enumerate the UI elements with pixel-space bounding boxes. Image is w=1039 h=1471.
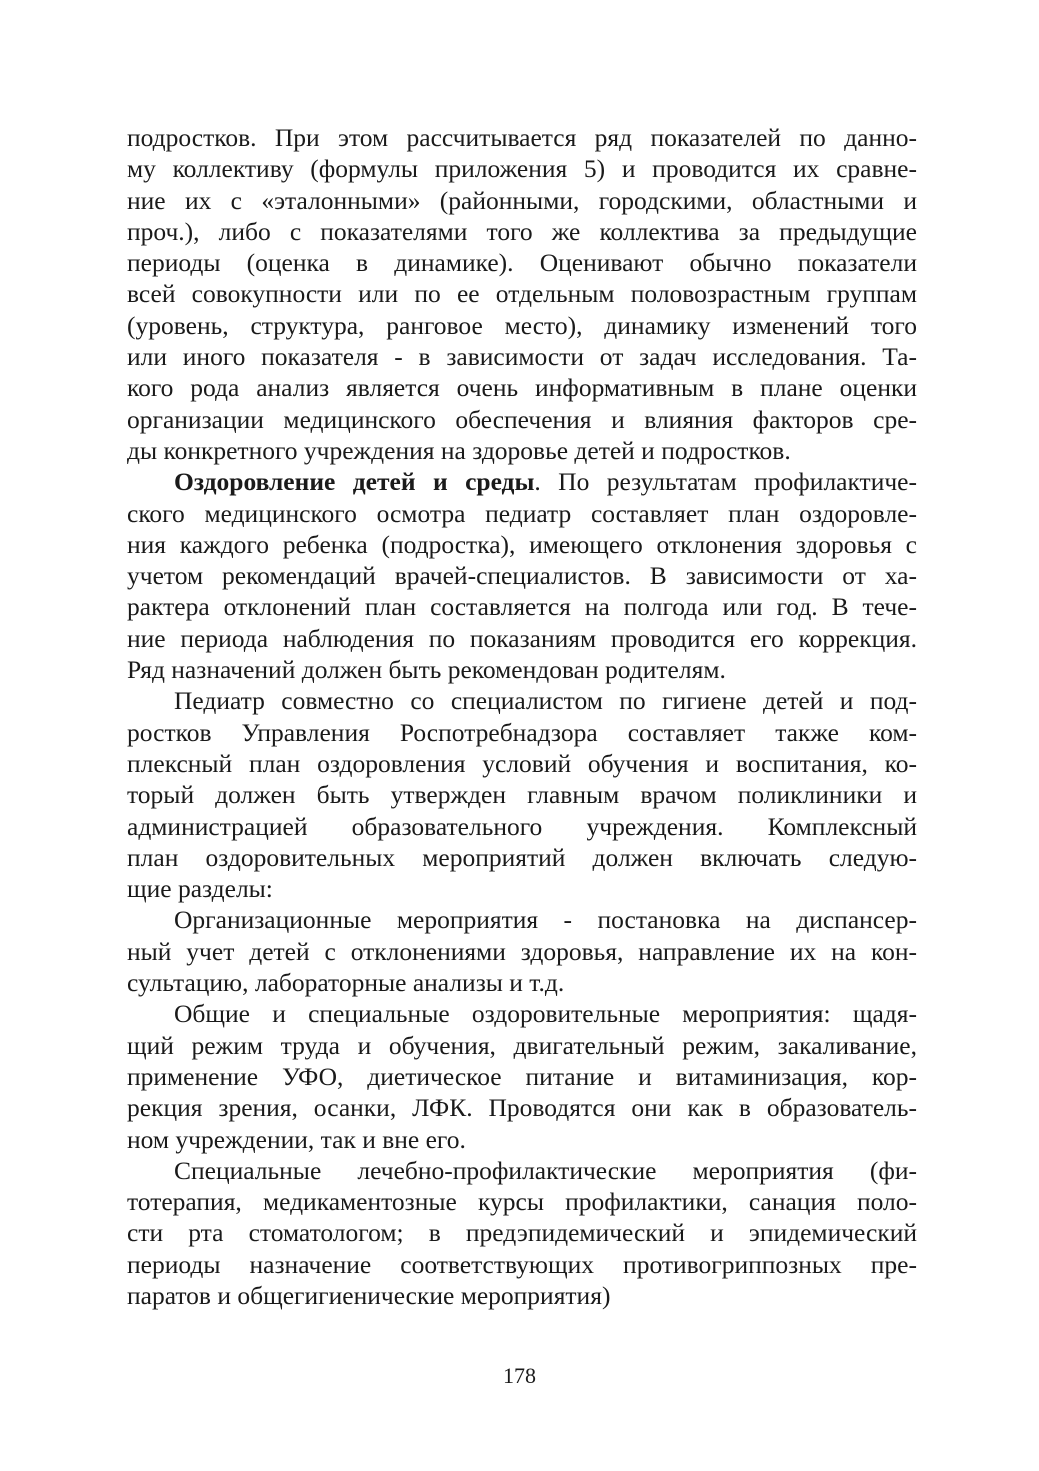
text-line: (уровень, структура, ранговое место), динамику изменений того — [127, 310, 917, 340]
text-line: проч.), либо с показателями того же коллектива за предыдущие — [127, 216, 917, 246]
text-line: применение УФО, диетическое питание и витаминизация, кор- — [127, 1061, 917, 1091]
text-fragment: . По результатам профилактиче- — [534, 467, 917, 497]
text-line: администрацией образовательного учреждения. Комплексный — [127, 811, 917, 841]
paragraph — [127, 998, 917, 1154]
paragraph — [127, 466, 917, 685]
text-line: ние их с «эталонными» (районными, городскими, областными и — [127, 185, 917, 215]
text-line: тотерапия, медикаментозные курсы профилактики, санация поло- — [127, 1187, 917, 1217]
text-line: или иного показателя - в зависимости от задач исследования. Та- — [127, 342, 917, 372]
text-line: рекция зрения, осанки, ЛФК. Проводятся они как в образователь- — [127, 1093, 917, 1123]
text-line: учетом рекомендаций врачей-специалистов. В зависимости от ха- — [127, 561, 917, 591]
text-line — [127, 466, 917, 497]
text-line: ния каждого ребенка (подростка), имеющего отклонения здоровья с — [127, 529, 917, 559]
text-line: организации медицинского обеспечения и влияния факторов сре- — [127, 404, 917, 434]
paragraph — [127, 904, 917, 998]
text-line: кого рода анализ является очень информативным в плане оценки — [127, 373, 917, 403]
paragraph — [127, 685, 917, 904]
text-line: щие разделы: — [127, 874, 273, 904]
text-line: ростков Управления Роспотребнадзора составляет также ком- — [127, 717, 917, 747]
text-line: всей совокупности или по ее отдельным половозрастным группам — [127, 279, 917, 309]
text-line: Организационные мероприятия - постановка на диспансер- — [174, 905, 917, 935]
body-text — [127, 122, 917, 1311]
page-number: 178 — [503, 1363, 536, 1388]
paragraph — [127, 122, 917, 466]
text-line: периоды назначение соответствующих противогриппозных пре- — [127, 1249, 917, 1279]
text-line: подростков. При этом рассчитывается ряд показателей по данно- — [127, 123, 917, 152]
text-line: рактера отклонений план составляется на полгода или год. В тече- — [127, 592, 917, 622]
text-line: ского медицинского осмотра педиатр составляет план оздоровле- — [127, 498, 917, 528]
text-line: Педиатр совместно со специалистом по гигиене детей и под- — [174, 686, 917, 716]
text-line: паратов и общегигиенические мероприятия) — [127, 1280, 611, 1310]
text-line: Ряд назначений должен быть рекомендован родителям. — [127, 655, 726, 685]
text-line: периоды (оценка в динамике). Оценивают обычно показатели — [127, 248, 917, 278]
paragraph — [127, 1155, 917, 1311]
text-line: плексный план оздоровления условий обучения и воспитания, ко- — [127, 748, 917, 778]
text-line: му коллективу (формулы приложения 5) и проводится их сравне- — [127, 154, 917, 184]
section-heading: Оздоровление детей и среды — [174, 467, 535, 497]
text-line: план оздоровительных мероприятий должен включать следую- — [127, 842, 917, 872]
text-line: ном учреждении, так и вне его. — [127, 1124, 466, 1154]
text-line: сультацию, лабораторные анализы и т.д. — [127, 968, 565, 998]
text-line: Общие и специальные оздоровительные мероприятия: щадя- — [174, 999, 917, 1029]
text-line: Специальные лечебно-профилактические мероприятия (фи- — [174, 1155, 917, 1185]
text-line: торый должен быть утвержден главным врачом поликлиники и — [127, 780, 917, 810]
text-line: ние периода наблюдения по показаниям проводится его коррекция. — [127, 623, 917, 653]
text-line: ный учет детей с отклонениями здоровья, направление их на кон- — [127, 936, 917, 966]
text-line: сти рта стоматологом; в предэпидемический и эпидемический — [127, 1218, 917, 1248]
text-line: ды конкретного учреждения на здоровье детей и подростков. — [127, 435, 791, 465]
text-line: щий режим труда и обучения, двигательный режим, закаливание, — [127, 1030, 917, 1060]
